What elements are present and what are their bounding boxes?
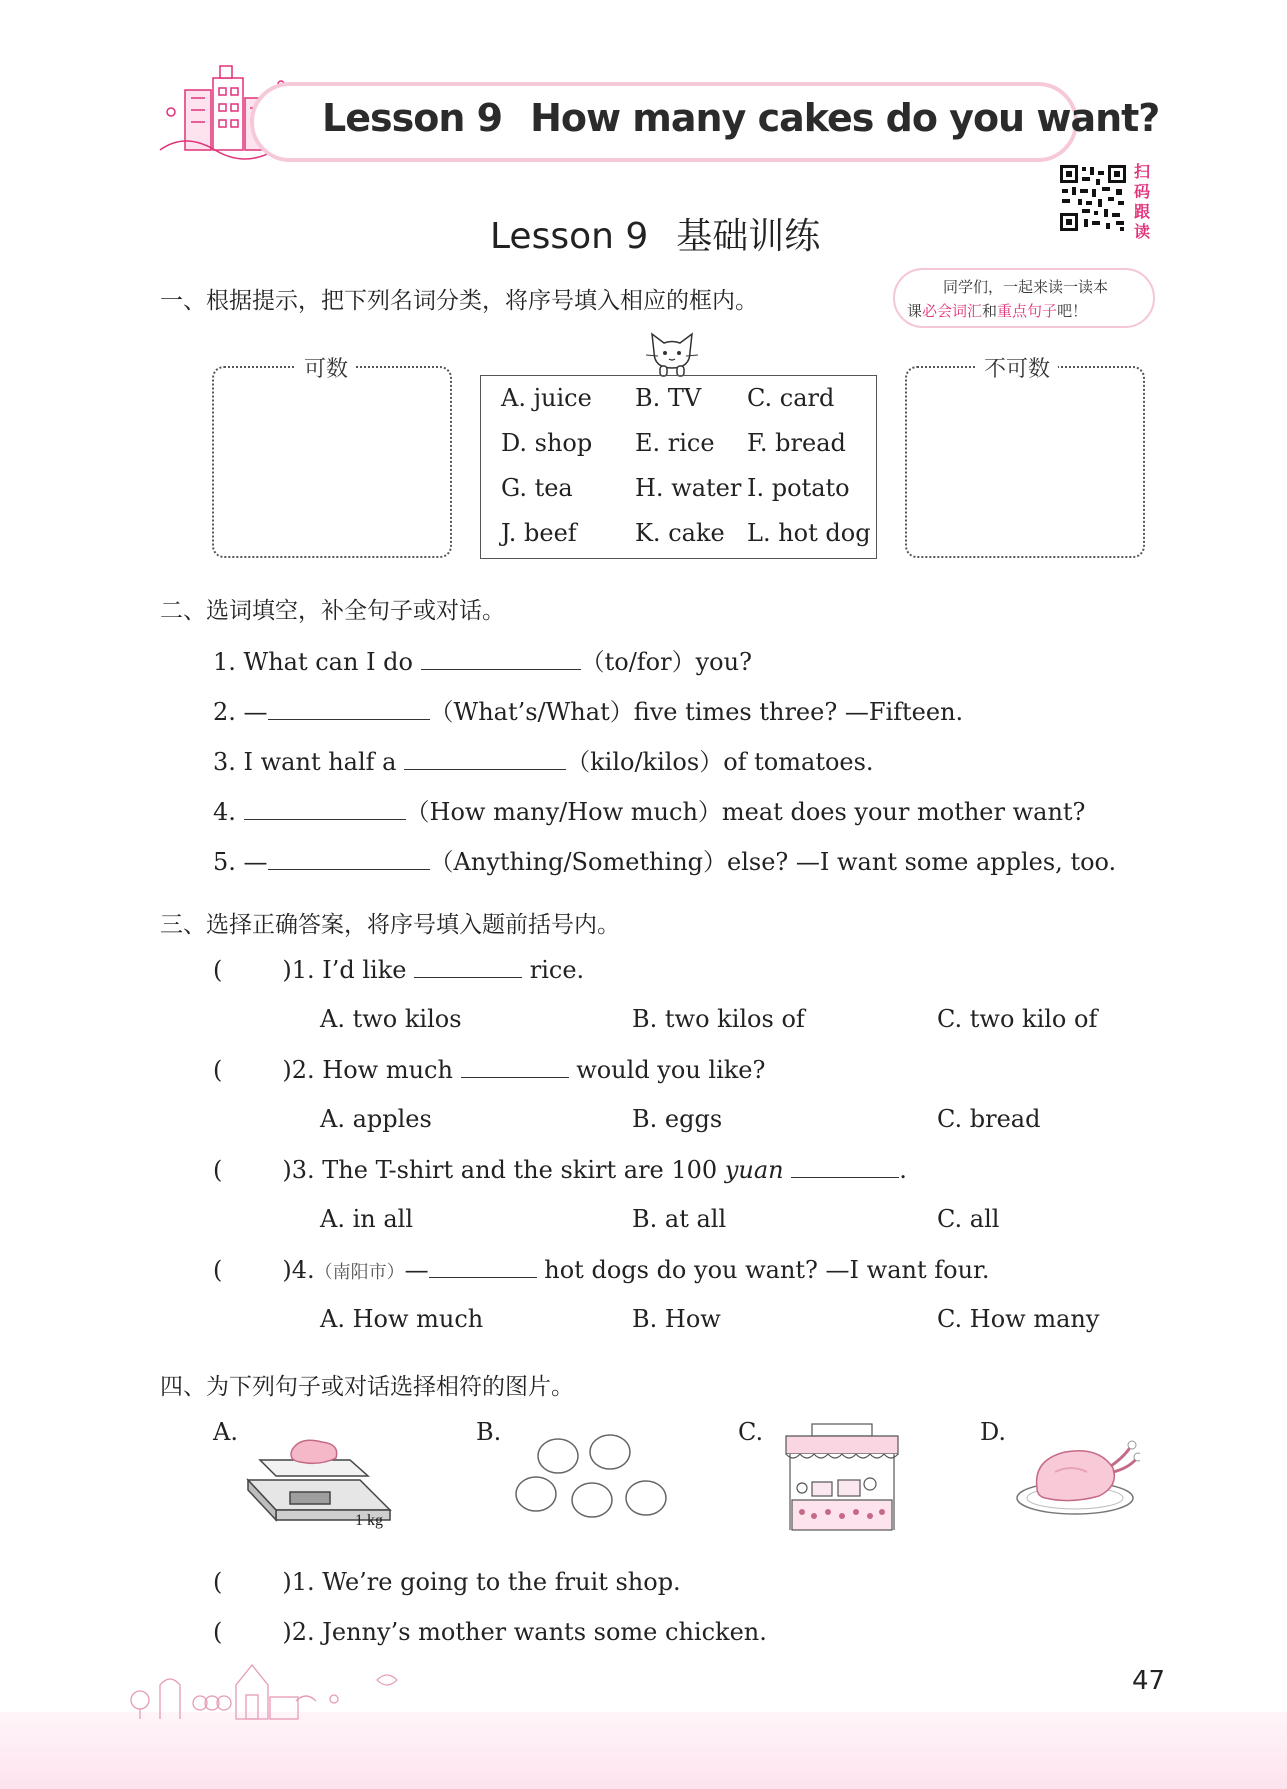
roast-chicken-icon	[1015, 1438, 1140, 1518]
word-i: I. potato	[747, 474, 850, 502]
scale-caption: 1 kg	[355, 1512, 383, 1529]
fill-blank-1[interactable]	[421, 647, 581, 670]
q2-option-a[interactable]: A. apples	[320, 1105, 432, 1133]
section-subtitle: Lesson 9 基础训练	[490, 216, 821, 257]
word-c: C. card	[747, 384, 835, 412]
q4-option-b[interactable]: B. How	[632, 1305, 721, 1333]
choice-blank-2	[461, 1055, 569, 1078]
section-3-title: 三、选择正确答案，将序号填入题前括号内。	[160, 912, 620, 938]
countable-answer-box[interactable]	[212, 366, 452, 558]
fill-item-2: 2. — （What’s/What）five times three? —Fifteen.	[213, 698, 964, 726]
fill-blank-5[interactable]	[268, 847, 430, 870]
choice-blank-1	[414, 955, 522, 978]
shop-stall-icon	[782, 1420, 902, 1535]
word-a: A. juice	[501, 384, 592, 412]
scale-with-meat-icon	[240, 1420, 400, 1530]
q2-option-b[interactable]: B. eggs	[632, 1105, 723, 1133]
fill-item-3: 3. I want half a （kilo/kilos）of tomatoes.	[213, 748, 874, 776]
fill-item-4: 4. （How many/How much）meat does your mother want?	[213, 798, 1086, 826]
word-l: L. hot dog	[747, 519, 871, 547]
choice-question-2: ( )2. How much would you like?	[213, 1056, 766, 1084]
fill-item-1: 1. What can I do （to/for）you?	[213, 648, 752, 676]
q4-option-c[interactable]: C. How many	[937, 1305, 1100, 1333]
picture-d-label: D.	[980, 1418, 1007, 1446]
word-k: K. cake	[635, 519, 725, 547]
word-e: E. rice	[635, 429, 715, 457]
qr-code-icon[interactable]	[1058, 163, 1128, 233]
word-j: J. beef	[501, 519, 577, 547]
fill-item-5: 5. — （Anything/Something）else? —I want some apples, too.	[213, 848, 1117, 876]
word-d: D. shop	[501, 429, 593, 457]
section-2-title: 二、选词填空，补全句子或对话。	[160, 598, 505, 624]
uncountable-answer-box[interactable]	[905, 366, 1145, 558]
word-b: B. TV	[635, 384, 702, 412]
choice-question-3: ( )3. The T-shirt and the skirt are 100 yuan .	[213, 1156, 907, 1184]
section-4-title: 四、为下列句子或对话选择相符的图片。	[160, 1374, 574, 1400]
picture-c-label: C.	[738, 1418, 764, 1446]
reading-tip-bubble: 同学们，一起来读一读本 课必会词汇和重点句子吧！	[893, 268, 1155, 328]
page-footer-band	[0, 1712, 1287, 1789]
word-h: H. water	[635, 474, 742, 502]
choice-blank-4	[429, 1255, 537, 1278]
word-f: F. bread	[747, 429, 846, 457]
q1-option-b[interactable]: B. two kilos of	[632, 1005, 805, 1033]
cat-icon	[642, 330, 702, 378]
choice-question-1: ( )1. I’d like rice.	[213, 956, 585, 984]
picture-a-label: A.	[213, 1418, 238, 1446]
q3-option-c[interactable]: C. all	[937, 1205, 1000, 1233]
choice-question-4: ( )4.（南阳市）— hot dogs do you want? —I want four.	[213, 1256, 990, 1284]
fill-blank-3[interactable]	[404, 747, 566, 770]
match-item-1: ( )1. We’re going to the fruit shop.	[213, 1568, 681, 1596]
q4-option-a[interactable]: A. How much	[320, 1305, 484, 1333]
q2-option-c[interactable]: C. bread	[937, 1105, 1041, 1133]
word-g: G. tea	[501, 474, 573, 502]
small-star-icon	[375, 1670, 399, 1690]
choice-blank-3	[791, 1155, 899, 1178]
uncountable-label: 不可数	[976, 352, 1058, 383]
fill-blank-2[interactable]	[268, 697, 430, 720]
page-header-title: Lesson 9 How many cakes do you want?	[322, 96, 1160, 140]
eggs-icon	[510, 1432, 675, 1527]
q1-option-c[interactable]: C. two kilo of	[937, 1005, 1098, 1033]
section-1-title: 一、根据提示，把下列名词分类，将序号填入相应的框内。	[160, 288, 758, 314]
match-item-2: ( )2. Jenny’s mother wants some chicken.	[213, 1618, 767, 1646]
countable-label: 可数	[296, 352, 356, 383]
region-tag: （南阳市）	[314, 1262, 405, 1283]
page-number: 47	[1132, 1666, 1166, 1696]
qr-label: 扫 码 跟 读	[1134, 162, 1151, 241]
q3-option-a[interactable]: A. in all	[320, 1205, 414, 1233]
q1-option-a[interactable]: A. two kilos	[320, 1005, 462, 1033]
fill-blank-4[interactable]	[244, 797, 406, 820]
q3-option-b[interactable]: B. at all	[632, 1205, 727, 1233]
picture-b-label: B.	[476, 1418, 502, 1446]
